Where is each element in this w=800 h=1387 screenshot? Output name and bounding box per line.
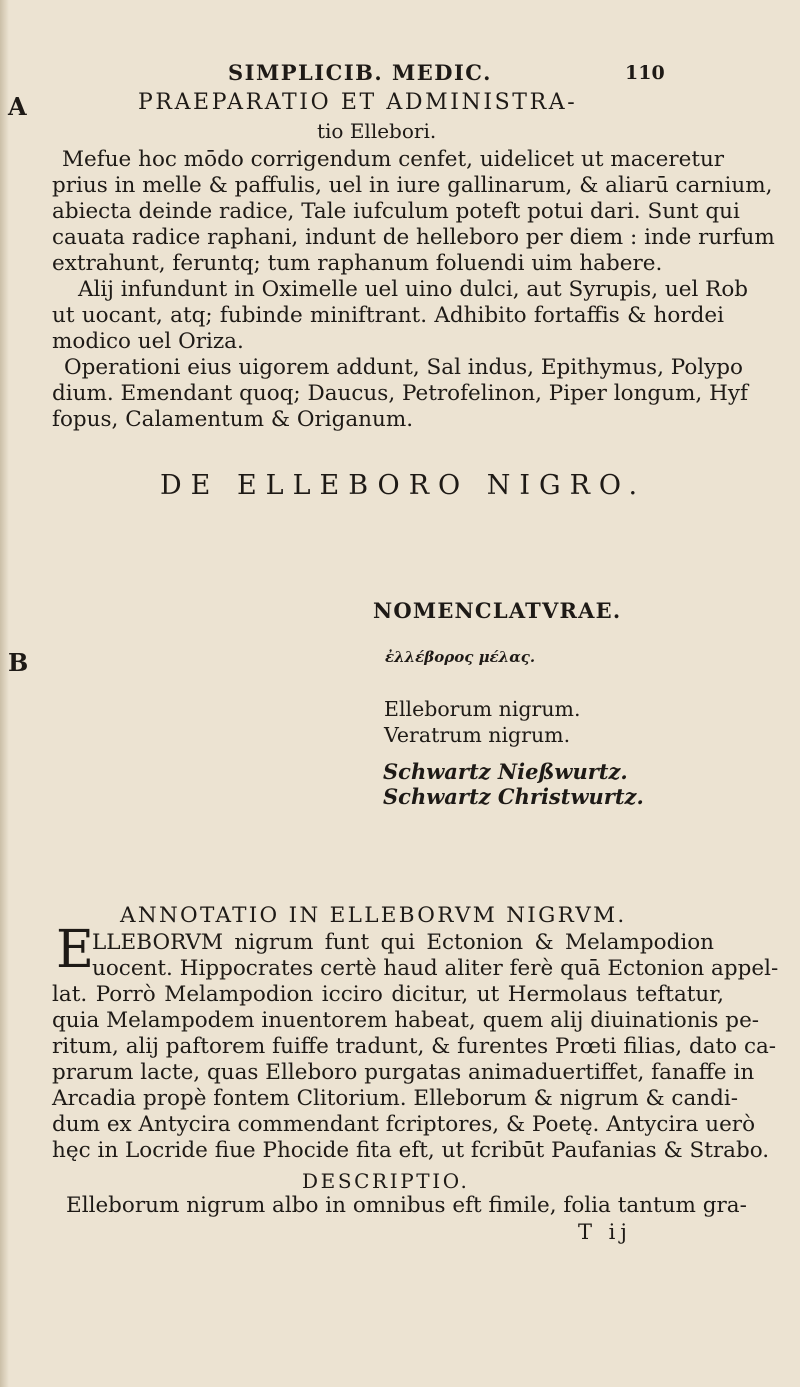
drop-cap: E <box>56 920 94 980</box>
latin-name: Veratrum nigrum. <box>384 723 571 747</box>
running-head: SIMPLICIB. MEDIC. <box>228 60 492 85</box>
praeparatio-line: fopus, Calamentum & Origanum. <box>52 407 414 432</box>
german-name: Schwartz Christwurtz. <box>383 784 644 809</box>
signature-mark: T ij <box>578 1220 632 1244</box>
annotatio-line: LLEBORVM nigrum funt qui Ectonion & Melampodion <box>92 930 714 955</box>
german-name: Schwartz Nießwurtz. <box>383 759 628 784</box>
margin-letter-a: A <box>8 92 27 121</box>
annotatio-line: hęc in Locride fiue Phocide fita eft, ut fcribūt Paufanias & Strabo. <box>52 1138 770 1163</box>
annotatio-line: quia Melampodem inuentorem habeat, quem alij diuinationis pe- <box>52 1008 760 1033</box>
praeparatio-line: Alij infundunt in Oximelle uel uino dulci, aut Syrupis, uel Rob <box>78 277 749 302</box>
praeparatio-line: Mefue hoc mōdo corrigendum cenfet, uidelicet ut maceretur <box>62 147 725 172</box>
praeparatio-line: extrahunt, feruntq; tum raphanum foluendi uim habere. <box>52 251 663 276</box>
annotatio-line: lat. Porrò Melampodion icciro dicitur, ut Hermolaus teftatur, <box>52 982 724 1007</box>
folio-number: 110 <box>625 62 665 84</box>
praeparatio-heading: PRAEPARATIO ET ADMINISTRA- <box>138 90 578 115</box>
annotatio-line: dum ex Antycira commendant fcriptores, & Poetę. Antycira uerò <box>52 1112 756 1137</box>
annotatio-line: prarum lacte, quas Elleboro purgatas animaduertiffet, fanaffe in <box>52 1060 755 1085</box>
latin-name: Elleborum nigrum. <box>384 697 581 721</box>
annotatio-heading: ANNOTATIO IN ELLEBORVM NIGRVM. <box>120 903 627 928</box>
praeparatio-line: cauata radice raphani, indunt de helleboro per diem : inde rurfum <box>52 225 775 250</box>
annotatio-line: uocent. Hippocrates certè haud aliter ferè quā Ectonion appel- <box>92 956 779 981</box>
praeparatio-line: Operationi eius uigorem addunt, Sal indus, Epithymus, Polypo <box>64 355 744 380</box>
de-elleboro-heading: DE ELLEBORO NIGRO. <box>160 470 647 501</box>
praeparatio-line: ut uocant, atq; fubinde miniftrant. Adhibito fortaffis & hordei <box>52 303 724 328</box>
descriptio-heading: DESCRIPTIO. <box>302 1169 470 1193</box>
praeparatio-line: prius in melle & paffulis, uel in iure gallinarum, & aliarū carnium, <box>52 173 773 198</box>
nomenclaturae-heading: NOMENCLATVRAE. <box>373 598 622 623</box>
margin-letter-b: B <box>8 648 29 677</box>
page-edge-shadow <box>0 0 9 1387</box>
praeparatio-heading-continued: tio Ellebori. <box>317 119 437 143</box>
praeparatio-line: dium. Emendant quoq; Daucus, Petrofelinon, Piper longum, Hyf <box>52 381 748 406</box>
greek-name: ἐλλέβορος μέλας. <box>385 648 536 666</box>
annotatio-line: ritum, alij paftorem fuiffe tradunt, & furentes Prœti filias, dato ca- <box>52 1034 777 1059</box>
annotatio-line: Arcadia propè fontem Clitorium. Elleborum & nigrum & candi- <box>52 1086 739 1111</box>
descriptio-line: Elleborum nigrum albo in omnibus eft fimile, folia tantum gra- <box>66 1193 747 1218</box>
praeparatio-line: modico uel Oriza. <box>52 329 244 354</box>
praeparatio-line: abiecta deinde radice, Tale iufculum poteft potui dari. Sunt qui <box>52 199 740 224</box>
